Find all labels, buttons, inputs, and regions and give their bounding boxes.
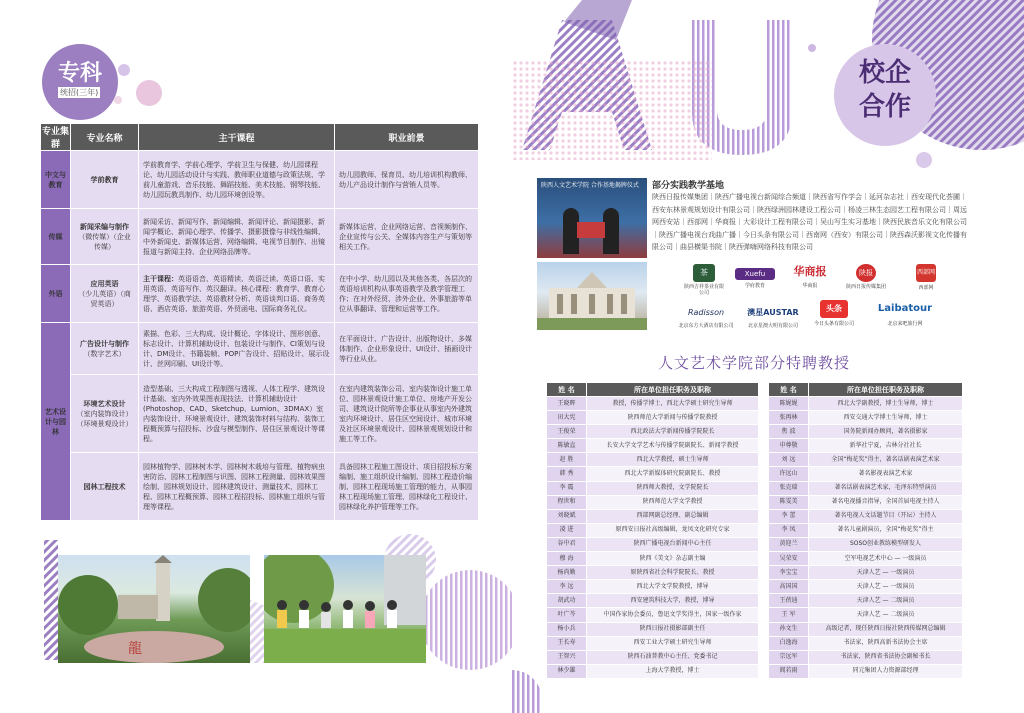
table-row bbox=[769, 439, 963, 453]
professor-position: 著名儿童剧演员，全国“梅花奖”得主 bbox=[809, 523, 963, 537]
professor-name: 李 蕾 bbox=[769, 509, 809, 523]
professor-position: 陕西师大教授，文学院院长 bbox=[587, 481, 759, 495]
major-table bbox=[40, 123, 479, 521]
professor-position: 西安工业大学硕士研究生导师 bbox=[587, 636, 759, 650]
professor-position: 著名电视播音指导，全国首届电视主持人 bbox=[809, 495, 963, 509]
professor-name: 吴荣安 bbox=[769, 552, 809, 566]
professor-name: 王智兴 bbox=[547, 650, 587, 664]
major-table-header bbox=[41, 124, 479, 151]
header-courses: 主干课程 bbox=[139, 124, 335, 151]
professor-name: 李 远 bbox=[547, 580, 587, 594]
table-row bbox=[41, 265, 479, 323]
xuefu-logo-icon: Xuefu bbox=[735, 268, 775, 280]
professor-name: 张克瑞 bbox=[769, 481, 809, 495]
professor-name: 韩 秀 bbox=[547, 467, 587, 481]
professor-name: 王俊荣 bbox=[547, 425, 587, 439]
professor-position: 陕西日报社摄影部副主任 bbox=[587, 622, 759, 636]
group-chinese-education: 中文与教育 bbox=[41, 151, 71, 209]
badge-title: 专科 bbox=[57, 61, 102, 86]
major-courses: 造型基础、三大构成工程制图与透视、人体工程学、建筑设计基础、室内外效果图表现技法、计算机辅助设计(Photoshop、CAD、Sketchup、Lumion、3DMAX）室内装饰设计、环境景观设计、建筑装饰材料与结构、装饰工程概预算与招投标、沙盘与模型制作、居住区景观设计等课程。 bbox=[139, 375, 335, 453]
professor-position: 西北政法大学新闻传播学院院长 bbox=[587, 425, 759, 439]
professor-name: 杨尚勤 bbox=[547, 566, 587, 580]
table-row bbox=[547, 636, 759, 650]
professor-name: 穆 海 bbox=[547, 552, 587, 566]
professor-name: 田大宪 bbox=[547, 411, 587, 425]
group-art-design: 艺术设计与园林 bbox=[41, 323, 71, 521]
professor-name: 陈雯美 bbox=[769, 495, 809, 509]
students-illustration bbox=[264, 555, 426, 663]
table-row bbox=[547, 467, 759, 481]
major-career: 新媒体运营、企业网络运营、音视频制作、企业宣传与公关、全媒体内容生产与策划等相关工作。 bbox=[335, 209, 479, 265]
logo-name: 北京东方大酒店有限公司 bbox=[678, 323, 734, 329]
header-major: 专业名称 bbox=[71, 124, 139, 151]
professor-position: 新华社宁夏，吉林分社社长 bbox=[809, 439, 963, 453]
professor-name: 焦 波 bbox=[769, 425, 809, 439]
tea-logo-icon: 茶 bbox=[693, 264, 715, 282]
header-name: 姓 名 bbox=[769, 383, 809, 397]
professor-position: 天津人艺 — 二级演员 bbox=[809, 594, 963, 608]
professor-position: 西北大学教授，硕士生导师 bbox=[587, 453, 759, 467]
xibu-logo-icon: 西部网 bbox=[916, 264, 936, 282]
table-row bbox=[769, 453, 963, 467]
professor-name: 宗远军 bbox=[769, 650, 809, 664]
major-career: 具备园林工程施工图设计、项目招投标方案编制、施工组织设计编制、园林工程造价编制、园林工程现场施工管理的能力，从事园林工程现场施工管理、园林绿化工程设计、园林绿化养护管理等工作。 bbox=[335, 453, 479, 521]
partner-logo bbox=[678, 306, 734, 329]
table-row bbox=[769, 622, 963, 636]
courses-lead: 主干课程： bbox=[143, 274, 178, 283]
table-row bbox=[547, 664, 759, 678]
table-row bbox=[769, 636, 963, 650]
professor-name: 许远山 bbox=[769, 467, 809, 481]
table-row bbox=[769, 495, 963, 509]
professor-name: 杨小兵 bbox=[547, 622, 587, 636]
professor-position: 教授，传播学博士，西北大学硕士研究生导师 bbox=[587, 397, 759, 411]
professor-position: 全国“梅花奖”得主，著名话剧表演艺术家 bbox=[809, 453, 963, 467]
partner-logo bbox=[812, 300, 856, 327]
professor-name: 王晓晖 bbox=[547, 397, 587, 411]
rock-calligraphy: 龍 bbox=[128, 641, 142, 657]
major-name bbox=[71, 265, 139, 323]
table-row bbox=[547, 608, 759, 622]
professor-position: 陕西广播电视台新闻中心主任 bbox=[587, 537, 759, 551]
partners-heading: 部分实践教学基地 bbox=[652, 181, 725, 191]
major-table-wrap bbox=[40, 123, 478, 521]
professor-name: 王 军 bbox=[769, 608, 809, 622]
person-figure bbox=[603, 208, 619, 254]
major-name bbox=[71, 375, 139, 453]
professors-left-body bbox=[547, 397, 759, 679]
deco-dot bbox=[118, 64, 130, 76]
signing-photo-caption: 陕西人文艺术学院 合作基地揭牌仪式 bbox=[541, 182, 639, 189]
building-illustration bbox=[537, 262, 647, 330]
professor-position: 书法家，陕西高新书法协会主席 bbox=[809, 636, 963, 650]
major-name bbox=[71, 151, 139, 209]
professor-name: 陈敏直 bbox=[547, 439, 587, 453]
table-row bbox=[769, 509, 963, 523]
major-career: 幼儿园教师、保育员、幼儿培训机构教师、幼儿产品设计制作与营销人员等。 bbox=[335, 151, 479, 209]
signed-document bbox=[577, 222, 605, 238]
major-subtitle: （少儿英语）（商贸英语） bbox=[78, 289, 131, 308]
professor-position: 西安建筑科技大学，教授，博导 bbox=[587, 594, 759, 608]
professors-table-right bbox=[768, 382, 963, 679]
professor-name: 申尊敬 bbox=[769, 439, 809, 453]
table-row bbox=[547, 411, 759, 425]
table-row bbox=[547, 495, 759, 509]
table-row bbox=[547, 425, 759, 439]
major-title: 应用英语 bbox=[90, 279, 119, 288]
table-row bbox=[547, 594, 759, 608]
professor-position: 西北大学副教授，博士生导师，博士 bbox=[809, 397, 963, 411]
major-courses bbox=[139, 265, 335, 323]
major-title: 广告设计与制作 bbox=[80, 339, 129, 348]
major-courses: 素描、色彩、三大构成、设计概论、字体设计、图形创意、标志设计、计算机辅助设计、包装设计与制作、CI策划与设计、DM设计、书籍装帧、POP广告设计、招贴设计、展示设计、丝网印刷、UI设计等。 bbox=[139, 323, 335, 375]
table-row bbox=[547, 523, 759, 537]
group-foreign-language: 外语 bbox=[41, 265, 71, 323]
radisson-logo-icon: Radisson bbox=[687, 308, 725, 317]
professor-position: 长安大学文学艺术与传播学院副院长、新闻学教授 bbox=[587, 439, 759, 453]
table-row bbox=[41, 323, 479, 375]
professor-name: 李 凤 bbox=[769, 523, 809, 537]
logo-name: 北京来吧旅行网 bbox=[887, 321, 923, 327]
table-row bbox=[769, 580, 963, 594]
professor-position: 陕西师范大学文学教授 bbox=[587, 495, 759, 509]
huashang-logo-icon: 华商报 bbox=[793, 265, 827, 278]
partner-logo bbox=[868, 300, 942, 327]
table-row bbox=[547, 552, 759, 566]
courses-text: 英语语音、英语精读、英语泛读、英语口语、实用英语、英语写作、英汉翻译。核心课程：教育学、教育心理学、英语教学法、英语教材分析、英语谈判口语、商务英语、酒店英语、旅游英语、外贸函电、国际商务礼仪。 bbox=[143, 274, 325, 313]
table-row bbox=[547, 650, 759, 664]
table-row bbox=[547, 622, 759, 636]
partner-logo bbox=[906, 264, 946, 291]
table-row bbox=[769, 397, 963, 411]
professor-position: 西安交通大学博士生导师，博士 bbox=[809, 411, 963, 425]
professor-position: 空军电视艺术中心 — 一级演员 bbox=[809, 552, 963, 566]
table-row bbox=[769, 566, 963, 580]
professor-position: 天津人艺 — 一级演员 bbox=[809, 566, 963, 580]
table-row bbox=[547, 537, 759, 551]
major-courses: 园林植物学、园林树木学、园林树木栽培与管理、植物病虫害防治、园林工程制图与识图、园林工程测量、园林效果图绘制、园林规划设计、园林建筑设计、测量技术、园林工程、园林工程概预算、园林工程招投标、园林施工组织与管理等课程。 bbox=[139, 453, 335, 521]
deco-dot bbox=[136, 80, 162, 106]
professors-table-left bbox=[546, 382, 759, 679]
professor-position: 同元集团人力资源部经理 bbox=[809, 664, 963, 678]
professor-position: 高级记者，现任陕西日报社陕西传媒网总编辑 bbox=[809, 622, 963, 636]
group-media: 传媒 bbox=[41, 209, 71, 265]
major-career: 在室内建筑装饰公司、室内装饰设计施工单位、园林景观设计施工单位、房地产开发公司、建筑设计院所等企事业从事室内外建筑室内环境设计、居住区空间设计、城市环境及社区环境景观设计、园林景观规划设计和施工等工作。 bbox=[335, 375, 479, 453]
building-photo bbox=[537, 262, 647, 330]
professor-position: 国务院新闻办顾问，著名摄影家 bbox=[809, 425, 963, 439]
major-courses: 新闻采访、新闻写作、新闻编辑、新闻评论、新闻摄影、新闻学概论、新闻心理学、传播学、摄影摄像与非线性编辑、中外新闻史、新媒体运营、网络编辑、电视节目制作、出镜报道与新闻主持、企业网络品牌等。 bbox=[139, 209, 335, 265]
table-row bbox=[547, 509, 759, 523]
professor-name: 叶广芩 bbox=[547, 608, 587, 622]
coop-title bbox=[834, 56, 936, 124]
partner-logo bbox=[682, 264, 726, 296]
major-name bbox=[71, 323, 139, 375]
major-subtitle: （室内装饰设计）（环境景观设计） bbox=[76, 409, 133, 428]
professor-position: 西北大学新媒体研究院副院长、教授 bbox=[587, 467, 759, 481]
campus-photo-students bbox=[264, 555, 426, 663]
major-subtitle: （数字艺术） bbox=[83, 349, 126, 358]
professor-name: 胡武功 bbox=[547, 594, 587, 608]
professor-name: 刘晓斌 bbox=[547, 509, 587, 523]
professor-position: 陕西《美文》杂志副主编 bbox=[587, 552, 759, 566]
coop-title-line-1: 校企 bbox=[858, 58, 911, 88]
shaanxi-daily-logo-icon: 陕报 bbox=[856, 264, 876, 282]
major-subtitle: （微传媒）（企业传媒） bbox=[78, 232, 131, 251]
professor-position: 著名电视人文话题节目（开坛）主持人 bbox=[809, 509, 963, 523]
professor-name: 孙文生 bbox=[769, 622, 809, 636]
right-page bbox=[512, 0, 1024, 713]
professor-position: 陕西石油普教中心主任、党委书记 bbox=[587, 650, 759, 664]
professor-position: 上海大学教授，博士 bbox=[587, 664, 759, 678]
professor-position: 西北大学文学院教授，博导 bbox=[587, 580, 759, 594]
professors-header bbox=[547, 383, 759, 397]
professor-position: 原陕西省社会科学院院长、教授 bbox=[587, 566, 759, 580]
header-position: 所在单位担任职务及职称 bbox=[587, 383, 759, 397]
professor-position: 著名影视表演艺术家 bbox=[809, 467, 963, 481]
partner-logo bbox=[740, 306, 806, 329]
professor-name: 张再林 bbox=[769, 411, 809, 425]
table-row bbox=[769, 537, 963, 551]
partners-list: 陕西日报传媒集团｜陕西广播电视台新闻综合频道｜陕西省写作学会｜延河杂志社｜西安现代化荟圃｜西安东林景观规划设计有限公司｜陕西绿洲园林建设工程公司｜杨凌三林生态园艺工程有限公司｜周远网西安站｜西部网｜华商报｜大彩设计工程有限公司｜吴山写生实习基地｜陕西民族音乐文化有限公司｜陕西广播电视台戏曲广播｜今日头条有限公司｜西南网（西安）有限公司｜陕西森沃影视文化传播有限公司｜曲县横渠书院｜陕西弹嗨网络科技有限公司 bbox=[652, 193, 967, 251]
professors-header bbox=[769, 383, 963, 397]
table-row bbox=[547, 453, 759, 467]
table-row bbox=[769, 481, 963, 495]
table-row bbox=[547, 439, 759, 453]
major-career: 在平面设计、广告设计、出版物设计、多媒体制作、企业形象设计、UI设计、插画设计等行业从业。 bbox=[335, 323, 479, 375]
austar-logo-icon: 澳星AUSTAR bbox=[747, 308, 799, 317]
major-career: 在中小学、幼儿园以及其他各类、各层次的英语培训机构从事英语教学及教学管理工作；在对外经贸、涉外企业、外事旅游等单位从事翻译、管理和运营等工作。 bbox=[335, 265, 479, 323]
table-row bbox=[769, 608, 963, 622]
logo-name: 西部网 bbox=[918, 285, 934, 291]
professor-position: 天津人艺 — 二级演员 bbox=[809, 608, 963, 622]
professor-name: 王长寿 bbox=[547, 636, 587, 650]
coop-title-line-2: 合作 bbox=[858, 92, 911, 122]
logo-name: 今日头条有限公司 bbox=[813, 321, 854, 327]
logo-name: 陕西日报传媒集团 bbox=[845, 284, 886, 290]
professor-position: 中国作家协会委员，鲁迅文学奖得主，国家一级作家 bbox=[587, 608, 759, 622]
major-title: 环境艺术设计 bbox=[83, 399, 126, 408]
professor-position: 西部网副总经理、副总编辑 bbox=[587, 509, 759, 523]
table-row bbox=[769, 664, 963, 678]
professor-name: 白逸海 bbox=[769, 636, 809, 650]
professor-name: 林少雄 bbox=[547, 664, 587, 678]
table-row bbox=[41, 209, 479, 265]
badge-subtitle: 统招(三年) bbox=[60, 88, 99, 97]
professor-position: SOSO创业教练模型研发人 bbox=[809, 537, 963, 551]
partner-logo bbox=[786, 264, 834, 289]
professors-title: 人文艺术学院部分特聘教授 bbox=[658, 354, 851, 372]
professor-name: 赵 胜 bbox=[547, 453, 587, 467]
major-name bbox=[71, 453, 139, 521]
professors-right-body bbox=[769, 397, 963, 679]
professor-name: 黄迎兰 bbox=[769, 537, 809, 551]
professor-name: 程世和 bbox=[547, 495, 587, 509]
table-row bbox=[769, 594, 963, 608]
professor-position: 书法家，陕西省书法协会副秘书长 bbox=[809, 650, 963, 664]
table-row bbox=[547, 481, 759, 495]
program-badge bbox=[42, 44, 118, 120]
professor-name: 李 震 bbox=[547, 481, 587, 495]
professor-position: 原西安日报社高级编辑，龙凤文化研究专家 bbox=[587, 523, 759, 537]
professor-name: 李宝宝 bbox=[769, 566, 809, 580]
table-row bbox=[769, 411, 963, 425]
professor-position: 陕西师范大学新闻与传播学院教授 bbox=[587, 411, 759, 425]
major-title: 园林工程技术 bbox=[83, 482, 126, 491]
laibatour-logo-icon: Laibatour bbox=[877, 303, 933, 314]
partner-logo bbox=[732, 264, 778, 289]
professor-name: 刘 远 bbox=[769, 453, 809, 467]
table-row bbox=[769, 650, 963, 664]
major-courses: 学前教育学、学前心理学、学前卫生与保健、幼儿园课程论、幼儿园活动设计与实践、教师职业道德与政策法规、学前儿童游戏、音乐技能、舞蹈技能、美术技能、钢琴技能、幼儿园玩教具制作、幼儿园环境创设等。 bbox=[139, 151, 335, 209]
professor-position: 天津人艺 — 一级演员 bbox=[809, 580, 963, 594]
professor-name: 高国国 bbox=[769, 580, 809, 594]
professor-name: 谷中君 bbox=[547, 537, 587, 551]
professor-position: 著名话剧表演艺术家，毛泽东特型演员 bbox=[809, 481, 963, 495]
professor-name: 王蓓迪 bbox=[769, 594, 809, 608]
header-cluster: 专业集群 bbox=[41, 124, 71, 151]
table-row bbox=[547, 397, 759, 411]
partner-logo bbox=[842, 264, 890, 290]
campus-photo-tower bbox=[58, 555, 250, 663]
logo-name: 陕西吉祥茶业有限公司 bbox=[683, 284, 724, 296]
header-name: 姓 名 bbox=[547, 383, 587, 397]
professor-name: 阎若雨 bbox=[769, 664, 809, 678]
table-row bbox=[769, 425, 963, 439]
logo-name: 北京星澳大明有限公司 bbox=[747, 323, 798, 329]
header-career: 职业前景 bbox=[335, 124, 479, 151]
table-row bbox=[41, 151, 479, 209]
major-title: 学前教育 bbox=[90, 175, 119, 184]
signing-photo bbox=[537, 178, 647, 258]
professor-name: 凌 进 bbox=[547, 523, 587, 537]
header-position: 所在单位担任职务及职称 bbox=[809, 383, 963, 397]
major-name bbox=[71, 209, 139, 265]
logo-name: 学府教育 bbox=[744, 283, 765, 289]
table-row bbox=[769, 523, 963, 537]
table-row bbox=[41, 375, 479, 453]
table-row bbox=[769, 552, 963, 566]
toutiao-logo-icon: 头条 bbox=[820, 300, 848, 318]
table-row bbox=[547, 580, 759, 594]
professor-name: 陈娓娓 bbox=[769, 397, 809, 411]
table-row bbox=[769, 467, 963, 481]
table-row bbox=[547, 566, 759, 580]
table-row bbox=[41, 453, 479, 521]
tower-illustration bbox=[58, 555, 250, 663]
deco-dot bbox=[114, 96, 122, 104]
major-title: 新闻采编与制作 bbox=[80, 222, 129, 231]
logo-name: 华商报 bbox=[802, 283, 818, 289]
